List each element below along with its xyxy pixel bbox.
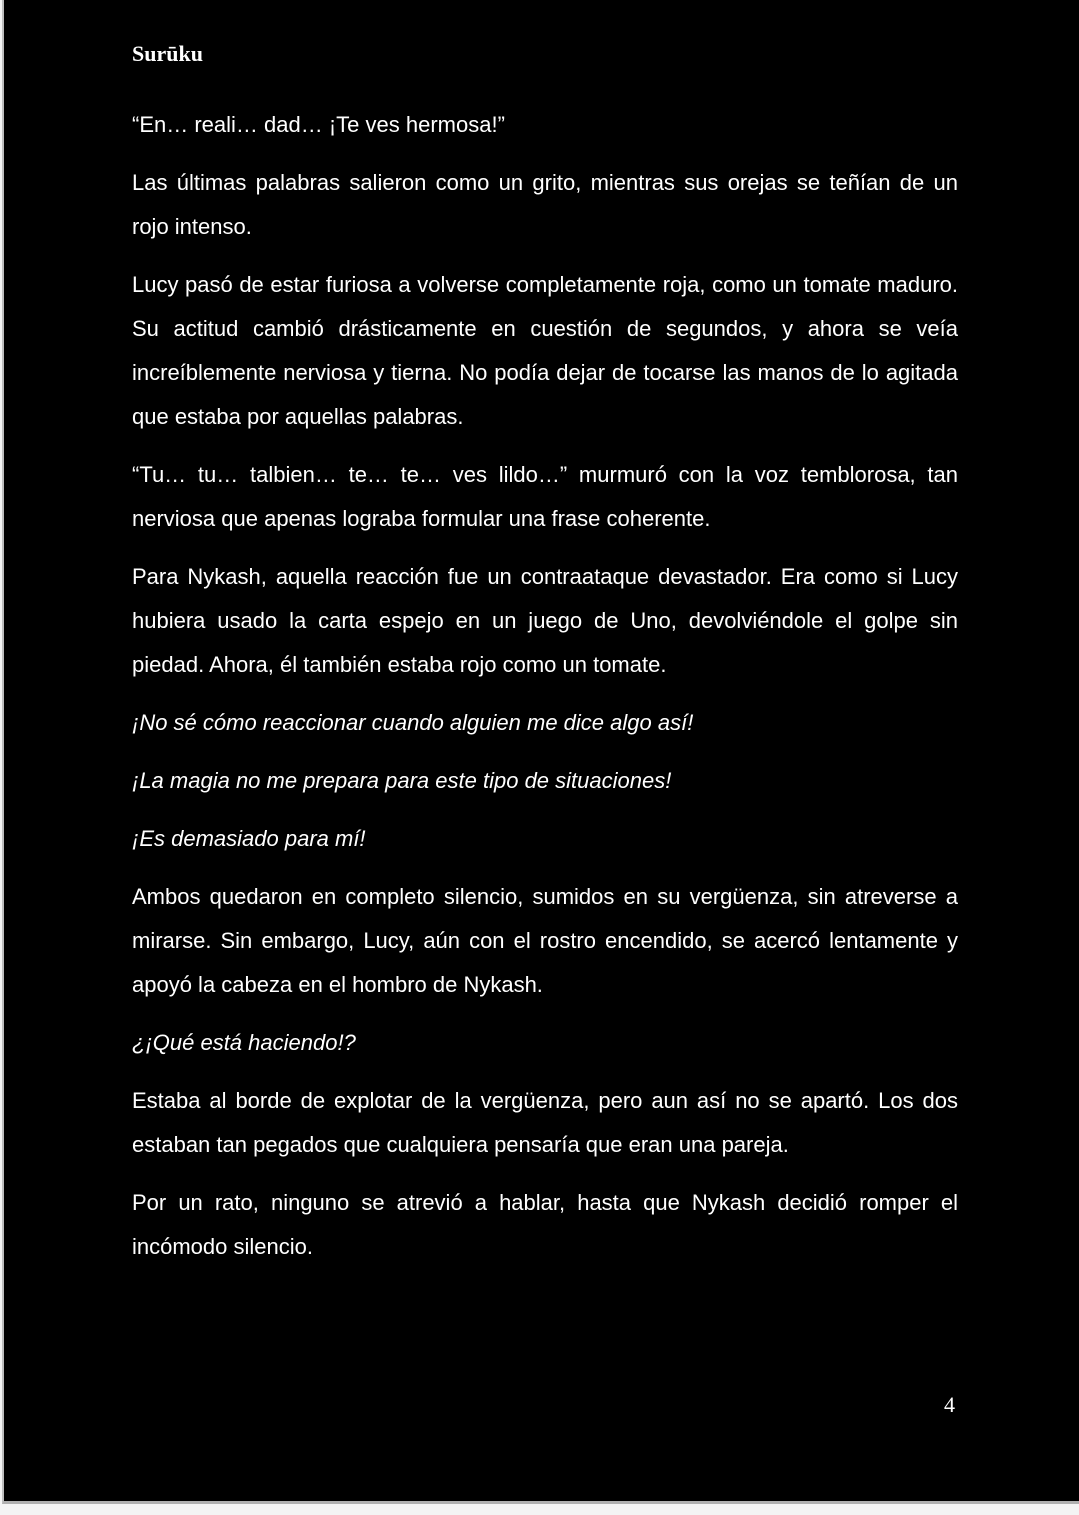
body-text xyxy=(132,103,958,1283)
paragraph: Por un rato, ninguno se atrevió a hablar, hasta que Nykash decidió romper el incómodo silencio. xyxy=(132,1190,958,1259)
paragraph: Estaba al borde de explotar de la vergüenza, pero aun así no se apartó. Los dos estaban tan pegados que cualquiera pensaría que eran una pareja. xyxy=(132,1088,958,1157)
page-number: 4 xyxy=(944,1392,955,1417)
paragraph: Lucy pasó de estar furiosa a volverse completamente roja, como un tomate maduro. Su actitud cambió drásticamente en cuestión de segundos, y ahora se veía increíblemente nerviosa y tierna. No podía dejar de tocarse las manos de lo agitada que estaba por aquellas palabras. xyxy=(132,272,958,429)
paragraph: ¿¡Qué está haciendo!? xyxy=(132,1030,356,1055)
paragraph: ¡Es demasiado para mí! xyxy=(132,826,366,851)
document-page xyxy=(2,0,1079,1504)
paragraph: “Tu… tu… talbien… te… te… ves lildo…” murmuró con la voz temblorosa, tan nerviosa que apenas lograba formular una frase coherente. xyxy=(132,462,958,531)
paragraph: “En… reali… dad… ¡Te ves hermosa!” xyxy=(132,112,505,137)
paragraph: Las últimas palabras salieron como un grito, mientras sus orejas se teñían de un rojo intenso. xyxy=(132,170,958,239)
paragraph: Ambos quedaron en completo silencio, sumidos en su vergüenza, sin atreverse a mirarse. Sin embargo, Lucy, aún con el rostro encendido, se acercó lentamente y apoyó la cabeza en el hombro de Nykash. xyxy=(132,884,958,997)
paragraph: ¡No sé cómo reaccionar cuando alguien me dice algo así! xyxy=(132,710,694,735)
paragraph: ¡La magia no me prepara para este tipo de situaciones! xyxy=(132,768,672,793)
running-header: Surūku xyxy=(132,41,203,66)
paragraph: Para Nykash, aquella reacción fue un contraataque devastador. Era como si Lucy hubiera usado la carta espejo en un juego de Uno, devolviéndole el golpe sin piedad. Ahora, él también estaba rojo como un tomate. xyxy=(132,564,958,677)
